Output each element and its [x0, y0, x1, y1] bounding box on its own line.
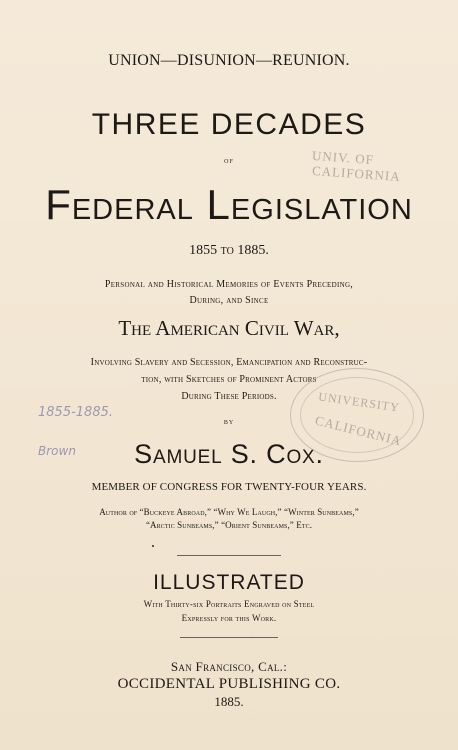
publisher-city: San Francisco, Cal.: [170, 659, 288, 674]
subtitle-line-1: Personal and Historical Memories of Events Preceding, [104, 279, 354, 290]
university-stamp-line-2: CALIFORNIA [313, 412, 404, 449]
author-works-line-2: “Arctic Sunbeams,” “Orient Sunbeams,” Etc. [145, 520, 313, 530]
title-connector: OF [224, 159, 234, 165]
stray-mark [152, 545, 154, 547]
author-name: Samuel S. Cox. [134, 439, 324, 469]
illustrated-heading: ILLUSTRATED [153, 571, 305, 594]
publisher-name: OCCIDENTAL PUBLISHING CO. [117, 676, 341, 692]
subtitle-line-2: During, and Since [189, 295, 269, 306]
handwritten-date: 1855-1885. [38, 405, 113, 420]
handwritten-name: Brown [38, 444, 76, 458]
title-line-1: THREE DECADES [91, 108, 367, 141]
date-range: 1855 to 1885. [189, 243, 269, 258]
illustration-note-line-2: Expressly for this Work. [181, 613, 277, 623]
library-stamp-line-1: UNIV. OF [311, 147, 375, 168]
library-stamp-line-2: CALIFORNIA [311, 162, 402, 185]
university-stamp-line-1: UNIVERSITY [317, 389, 401, 415]
description-line-2: tion, with Sketches of Prominent Actors [141, 374, 317, 385]
description-line-1: Involving Slavery and Secession, Emancipation and Reconstruc- [90, 357, 368, 368]
section-divider-2 [180, 637, 278, 638]
publication-year: 1885. [214, 694, 244, 709]
author-works-line-1: Author of “Buckeye Abroad,” “Why We Laugh,” “Winter Sunbeams,” [99, 507, 359, 517]
illustration-note-line-1: With Thirty-six Portraits Engraved on Steel [143, 599, 315, 609]
section-divider-1 [177, 555, 281, 556]
author-role: MEMBER OF CONGRESS FOR TWENTY-FOUR YEARS. [91, 481, 367, 493]
title-line-2: Federal Legislation [45, 181, 413, 228]
description-line-3: During These Periods. [181, 391, 277, 402]
war-title: The American Civil War, [118, 316, 340, 340]
by-label: BY [223, 420, 235, 426]
series-heading: UNION—DISUNION—REUNION. [108, 52, 350, 69]
